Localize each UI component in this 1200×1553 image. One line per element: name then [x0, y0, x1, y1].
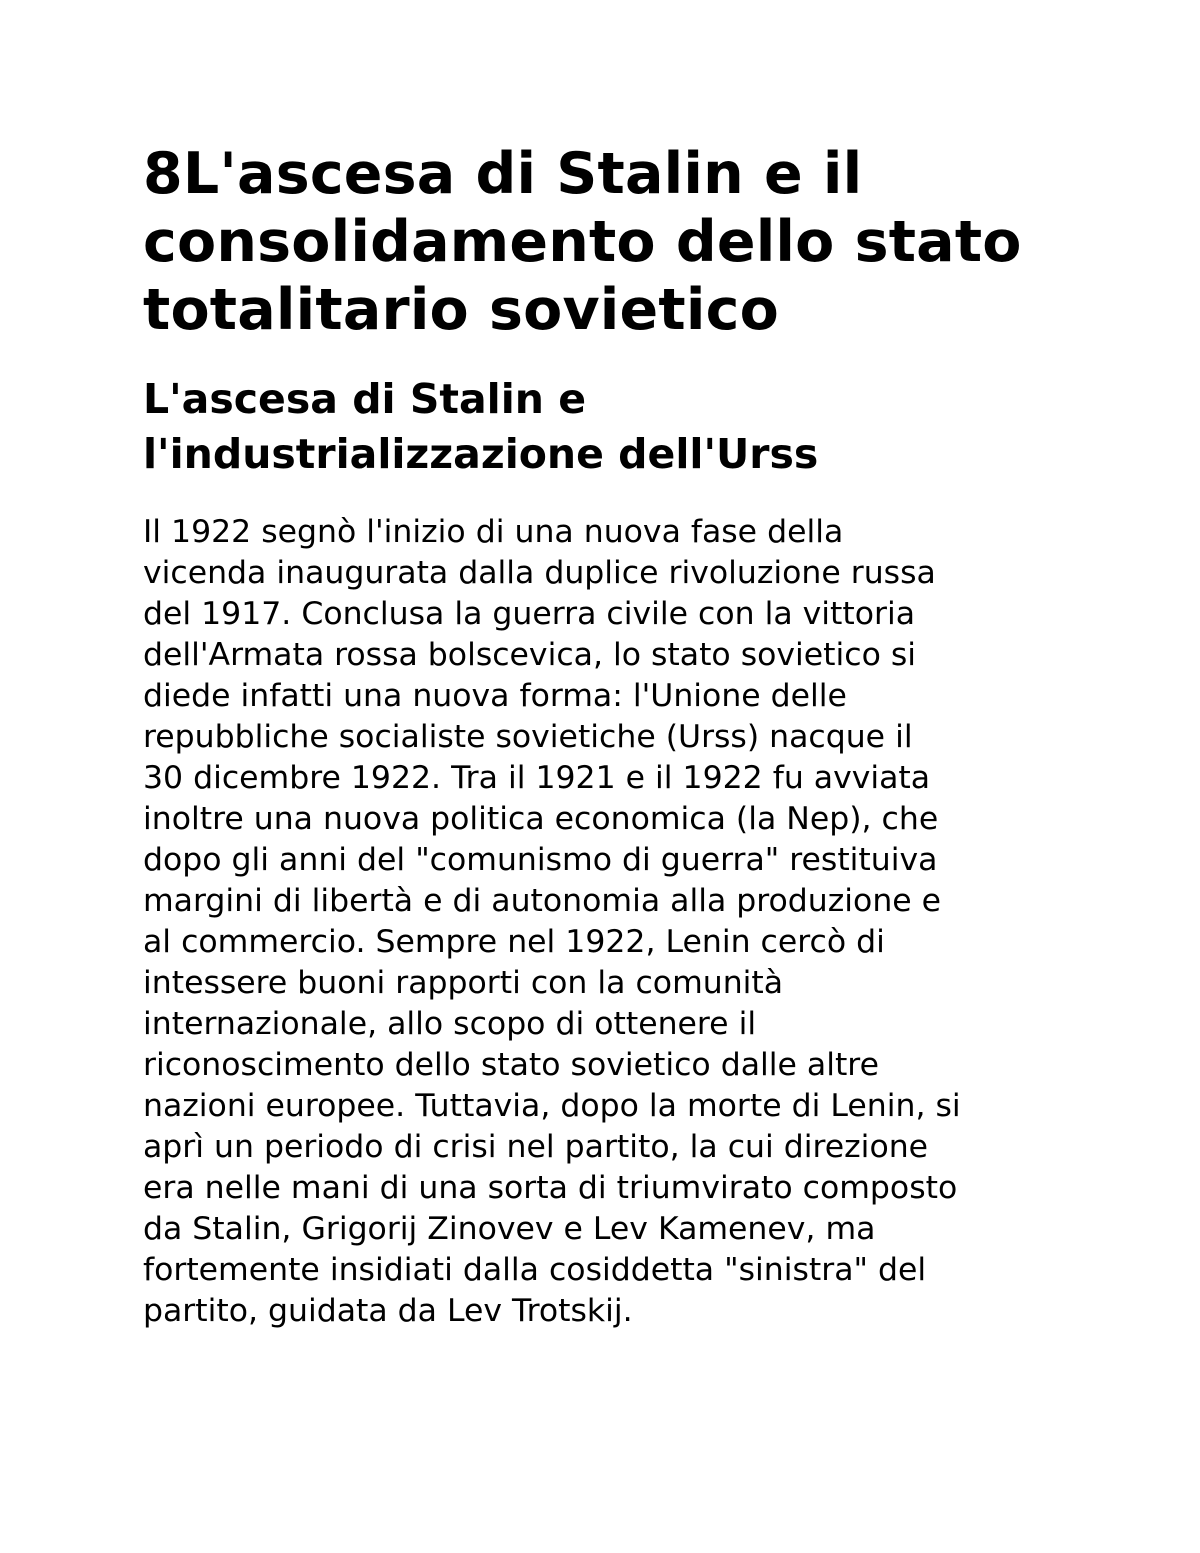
paragraph-line: diede infatti una nuova forma: l'Unione delle — [143, 678, 847, 714]
paragraph-line: partito, guidata da Lev Trotskij. — [143, 1293, 633, 1329]
section-heading-line: l'industrializzazione dell'Urss — [143, 430, 819, 478]
paragraph-line: fortemente insidiati dalla cosiddetta "sinistra" del — [143, 1252, 927, 1288]
title-line: consolidamento dello stato — [143, 209, 1022, 275]
section-heading — [143, 372, 1073, 482]
paragraph-line: riconoscimento dello stato sovietico dalle altre — [143, 1047, 879, 1083]
paragraph-line: dopo gli anni del "comunismo di guerra" restituiva — [143, 842, 938, 878]
paragraph-line: internazionale, allo scopo di ottenere il — [143, 1006, 757, 1042]
title-line: 8L'ascesa di Stalin e il — [143, 141, 863, 207]
paragraph-line: da Stalin, Grigorij Zinovev e Lev Kamenev, ma — [143, 1211, 876, 1247]
paragraph-line: intessere buoni rapporti con la comunità — [143, 965, 784, 1001]
paragraph-line: vicenda inaugurata dalla duplice rivoluzione russa — [143, 555, 936, 591]
body-paragraph — [143, 512, 1073, 1332]
title-line: totalitario sovietico — [143, 277, 779, 343]
paragraph-line: repubbliche socialiste sovietiche (Urss) nacque il — [143, 719, 913, 755]
document-page — [143, 140, 1073, 1332]
section-heading-line: L'ascesa di Stalin e — [143, 375, 587, 423]
paragraph-line: Il 1922 segnò l'inizio di una nuova fase della — [143, 514, 844, 550]
page-title — [143, 140, 1073, 344]
paragraph-line: nazioni europee. Tuttavia, dopo la morte di Lenin, si — [143, 1088, 961, 1124]
paragraph-line: aprì un periodo di crisi nel partito, la cui direzione — [143, 1129, 929, 1165]
paragraph-line: margini di libertà e di autonomia alla produzione e — [143, 883, 942, 919]
paragraph-line: al commercio. Sempre nel 1922, Lenin cercò di — [143, 924, 885, 960]
paragraph-line: dell'Armata rossa bolscevica, lo stato sovietico si — [143, 637, 917, 673]
paragraph-line: del 1917. Conclusa la guerra civile con la vittoria — [143, 596, 916, 632]
paragraph-line: era nelle mani di una sorta di triumvirato composto — [143, 1170, 958, 1206]
paragraph-line: 30 dicembre 1922. Tra il 1921 e il 1922 fu avviata — [143, 760, 931, 796]
paragraph-line: inoltre una nuova politica economica (la Nep), che — [143, 801, 939, 837]
